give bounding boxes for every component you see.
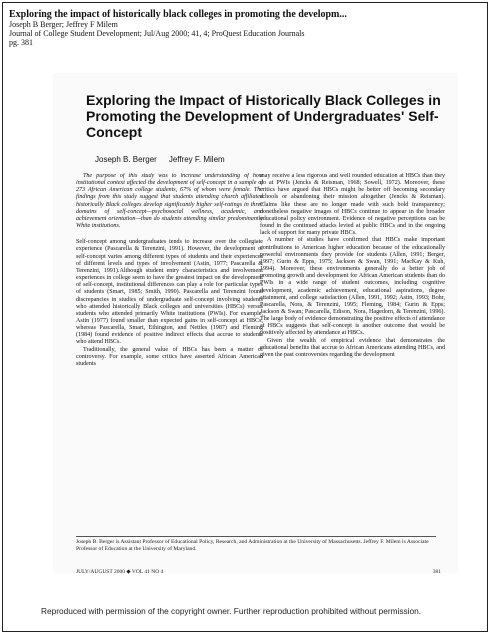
body-paragraph: Self-concept among undergraduates tends to increase over the collegiate experience (Pascarella & Terenzini, 1991). However, the development of self-concept varies among different types of students and their experiences of different levels and types of involvement (Astin, 1977; Pascarella & Terenzini, 1991).Although student entry characteristics and involvement experiences in college seem to have the greatest impact on the development of self-concept, institutional differences can play a role for particular types of students (Smart, 1985; Smith, 1990). Pascarella and Terenzini found discrepancies in studies of undergraduate self-concept involving students who attended historically Black colleges and universities (HBCs) versus students who attended primarily White institutions (PWIs). For example, Astin (1977) found smaller than expected gains in self-concept at HBCs, whereas Pascarella, Smart, Ethington, and Nettles (1987) and Fleming (1984) found evidence of positive indirect effects that accrue to students who attend HBCs. bbox=[76, 239, 263, 346]
body-paragraph: Traditionally, the general value of HBCs has been a matter of controversy. For example, some critics have asserted African American students bbox=[76, 346, 263, 367]
left-column bbox=[76, 173, 263, 535]
body-paragraph: Given the wealth of empirical evidence that demonstrates the educational benefits that accrue to African Americans attending HBCs, and given the past controversies regarding the development bbox=[260, 337, 445, 358]
body-paragraph: may receive a less rigorous and well rounded education at HBCs than they do at PWIs (Jencks & Reisman, 1968; Sowell, 1972). Moreover, these critics have argued that HBCs might be better off becoming secondary schools or abandoning their mission altogether (Jencks & Reisman). Claims like these are no longer made with such bold transparency; nonetheless negative images of HBCs continue to appear in the broader educational policy environment. Evidence of negative perceptions can be found in the continued attacks levied at public HBCs and in the ongoing lack of support for many private HBCs. bbox=[260, 173, 445, 237]
article-authors bbox=[95, 155, 225, 164]
article-title: Exploring the Impact of Historically Black Colleges in Promoting the Development of Undergraduates' Self-Concept bbox=[86, 92, 441, 140]
right-column bbox=[260, 173, 445, 535]
author-1: Joseph B. Berger bbox=[95, 155, 157, 164]
scanned-page bbox=[53, 73, 458, 573]
abstract: The purpose of this study was to increase understanding of how institutional context affected the development of self-concept in a sample of 273 African American college students, 67% of whom were female. The findings from this study suggest that students attending church affiliated historically Black colleges develop significantly higher self-ratings in three domains of self-concept—psychosocial wellness, academic, and achievement orientation—than do students attending similar predominantly White institutions. bbox=[76, 173, 263, 230]
journal-issue: JULY/AUGUST 2000 ◆ VOL 41 NO 4 bbox=[76, 569, 164, 575]
page-folio bbox=[76, 569, 441, 575]
reproduction-notice: Reproduced with permission of the copyright owner. Further reproduction prohibited without permission. bbox=[41, 606, 422, 616]
document-page: pg. 381 bbox=[9, 38, 33, 47]
body-paragraph: A number of studies have confirmed that HBCs make important contributions to American higher education because of the educationally powerful environments they provide for students (Allen, 1991; Berger, 1997; Gurin & Epps, 1975; Jackson & Swan, 1991; MacKay & Kuh, 1994). Moreover, these environments generally do a better job of promoting growth and development for African American students than do PWIs in a wide range of student outcomes, including cognitive development, academic achievement, educational aspirations, degree attainment, and college satisfaction (Allen, 1991, 1992; Astin, 1993; Bohr, Pascarella, Nora, & Terenzini, 1995; Fleming, 1984; Gurin & Epps; Jackson & Swan; Pascarella, Edison, Nora, Hagedorn, & Terenzini, 1996). The large body of evidence demonstrating the positive effects of attendance at HBCs suggests that self-concept is another outcome that would be positively affected by attendance at HBCs. bbox=[260, 237, 445, 337]
author-footnote: Joseph B. Berger is Assistant Professor of Educational Policy, Research, and Administration at the University of Massachusetts. Jeffrey F. Milem is Associate Professor of Education at the University of Maryland. bbox=[76, 536, 436, 552]
document-header bbox=[9, 9, 479, 47]
document-title: Exploring the impact of historically black colleges in promoting the developm... bbox=[9, 9, 347, 20]
page-frame bbox=[2, 2, 488, 632]
author-2: Jeffrey F. Milem bbox=[168, 155, 225, 164]
document-authors: Joseph B Berger; Jeffrey F Milem bbox=[9, 20, 118, 29]
document-citation: Journal of College Student Development; Jul/Aug 2000; 41, 4; ProQuest Education Journals bbox=[9, 29, 305, 38]
page-number: 381 bbox=[432, 569, 441, 575]
